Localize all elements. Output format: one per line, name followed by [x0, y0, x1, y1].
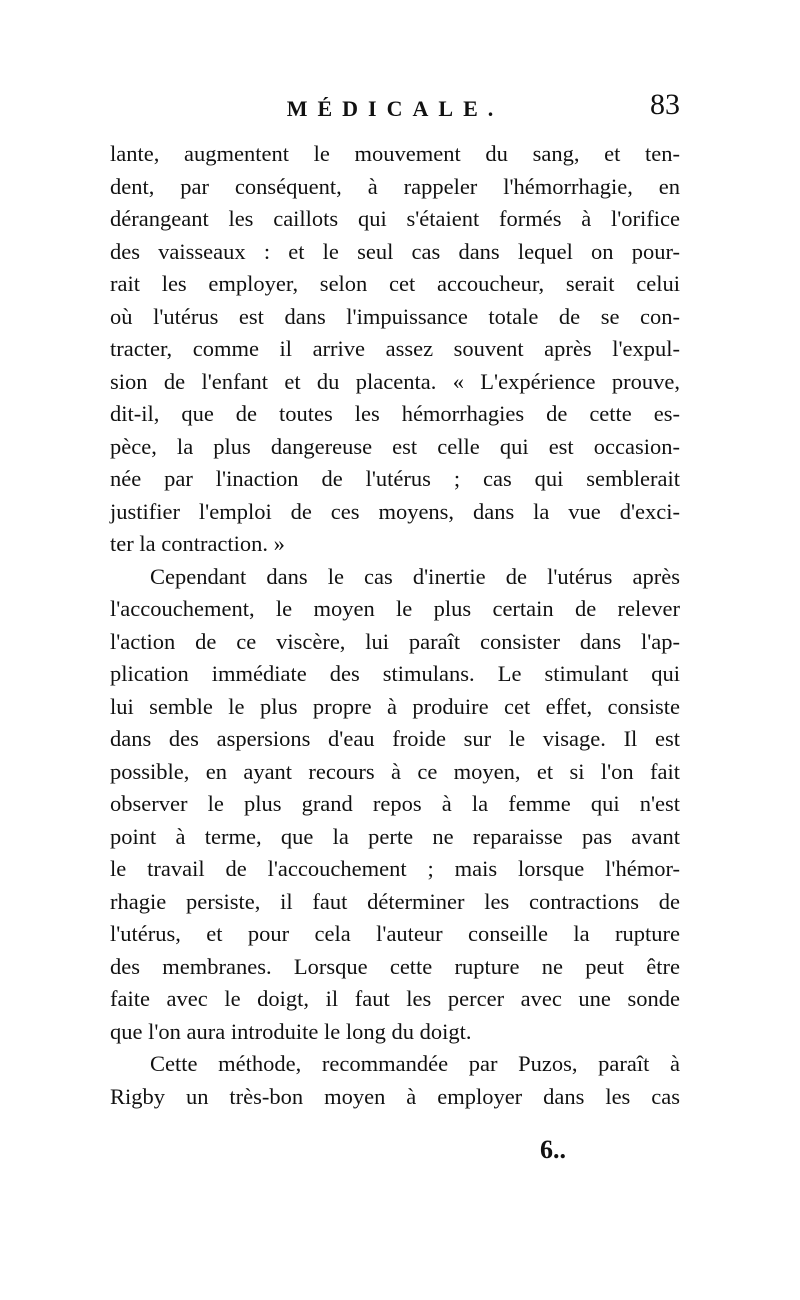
text-line: faite avec le doigt, il faut les percer avec une sonde	[110, 986, 680, 1011]
text-line: l'accouchement, le moyen le plus certain de relever	[110, 596, 680, 621]
text-line: Cette méthode, recommandée par Puzos, paraît à	[150, 1051, 680, 1076]
text-line: des vaisseaux : et le seul cas dans lequel on pour-	[110, 238, 680, 264]
text-line: où l'utérus est dans l'impuissance totale de se con-	[110, 303, 680, 329]
text-line: Rigby un très-bon moyen à employer dans les cas	[110, 1083, 680, 1109]
running-title: MÉDICALE.	[286, 96, 504, 121]
text-line: dent, par conséquent, à rappeler l'hémorrhagie, en	[110, 173, 680, 199]
text-line: Cependant dans le cas d'inertie de l'utérus après	[150, 563, 680, 589]
text-line: dans des aspersions d'eau froide sur le visage. Il est	[110, 726, 680, 751]
text-line: justifier l'emploi de ces moyens, dans la vue d'exci-	[110, 498, 680, 524]
signature-mark: 6..	[540, 1135, 566, 1164]
text-line: dérangeant les caillots qui s'étaient formés à l'orifice	[110, 206, 680, 231]
text-line: possible, en ayant recours à ce moyen, et si l'on fait	[110, 758, 680, 784]
text-line: ter la contraction. »	[110, 531, 285, 556]
text-line: dit-il, que de toutes les hémorrhagies de cette es-	[110, 401, 680, 426]
text-line: tracter, comme il arrive assez souvent après l'expul-	[110, 336, 680, 361]
text-line: plication immédiate des stimulans. Le stimulant qui	[110, 661, 680, 686]
text-line: que l'on aura introduite le long du doigt.	[110, 1018, 472, 1044]
text-line: le travail de l'accouchement ; mais lorsque l'hémor-	[110, 856, 680, 881]
text-line: lui semble le plus propre à produire cet effet, consiste	[110, 693, 680, 719]
running-head	[110, 88, 680, 128]
text-line: lante, augmentent le mouvement du sang, et ten-	[110, 141, 680, 166]
text-line: rhagie persiste, il faut déterminer les contractions de	[110, 888, 680, 914]
body-text	[110, 138, 680, 1113]
text-line: des membranes. Lorsque cette rupture ne peut être	[110, 953, 680, 979]
text-line: l'action de ce viscère, lui paraît consister dans l'ap-	[110, 628, 680, 654]
text-line: née par l'inaction de l'utérus ; cas qui semblerait	[110, 466, 680, 491]
text-line: pèce, la plus dangereuse est celle qui est occasion-	[110, 433, 680, 459]
page-number: 83	[650, 88, 680, 121]
text-line: observer le plus grand repos à la femme qui n'est	[110, 791, 680, 816]
text-line: l'utérus, et pour cela l'auteur conseille la rupture	[110, 921, 680, 946]
text-line: sion de l'enfant et du placenta. « L'expérience prouve,	[110, 368, 680, 394]
text-line: rait les employer, selon cet accoucheur, serait celui	[110, 271, 680, 296]
text-line: point à terme, que la perte ne reparaisse pas avant	[110, 823, 680, 849]
